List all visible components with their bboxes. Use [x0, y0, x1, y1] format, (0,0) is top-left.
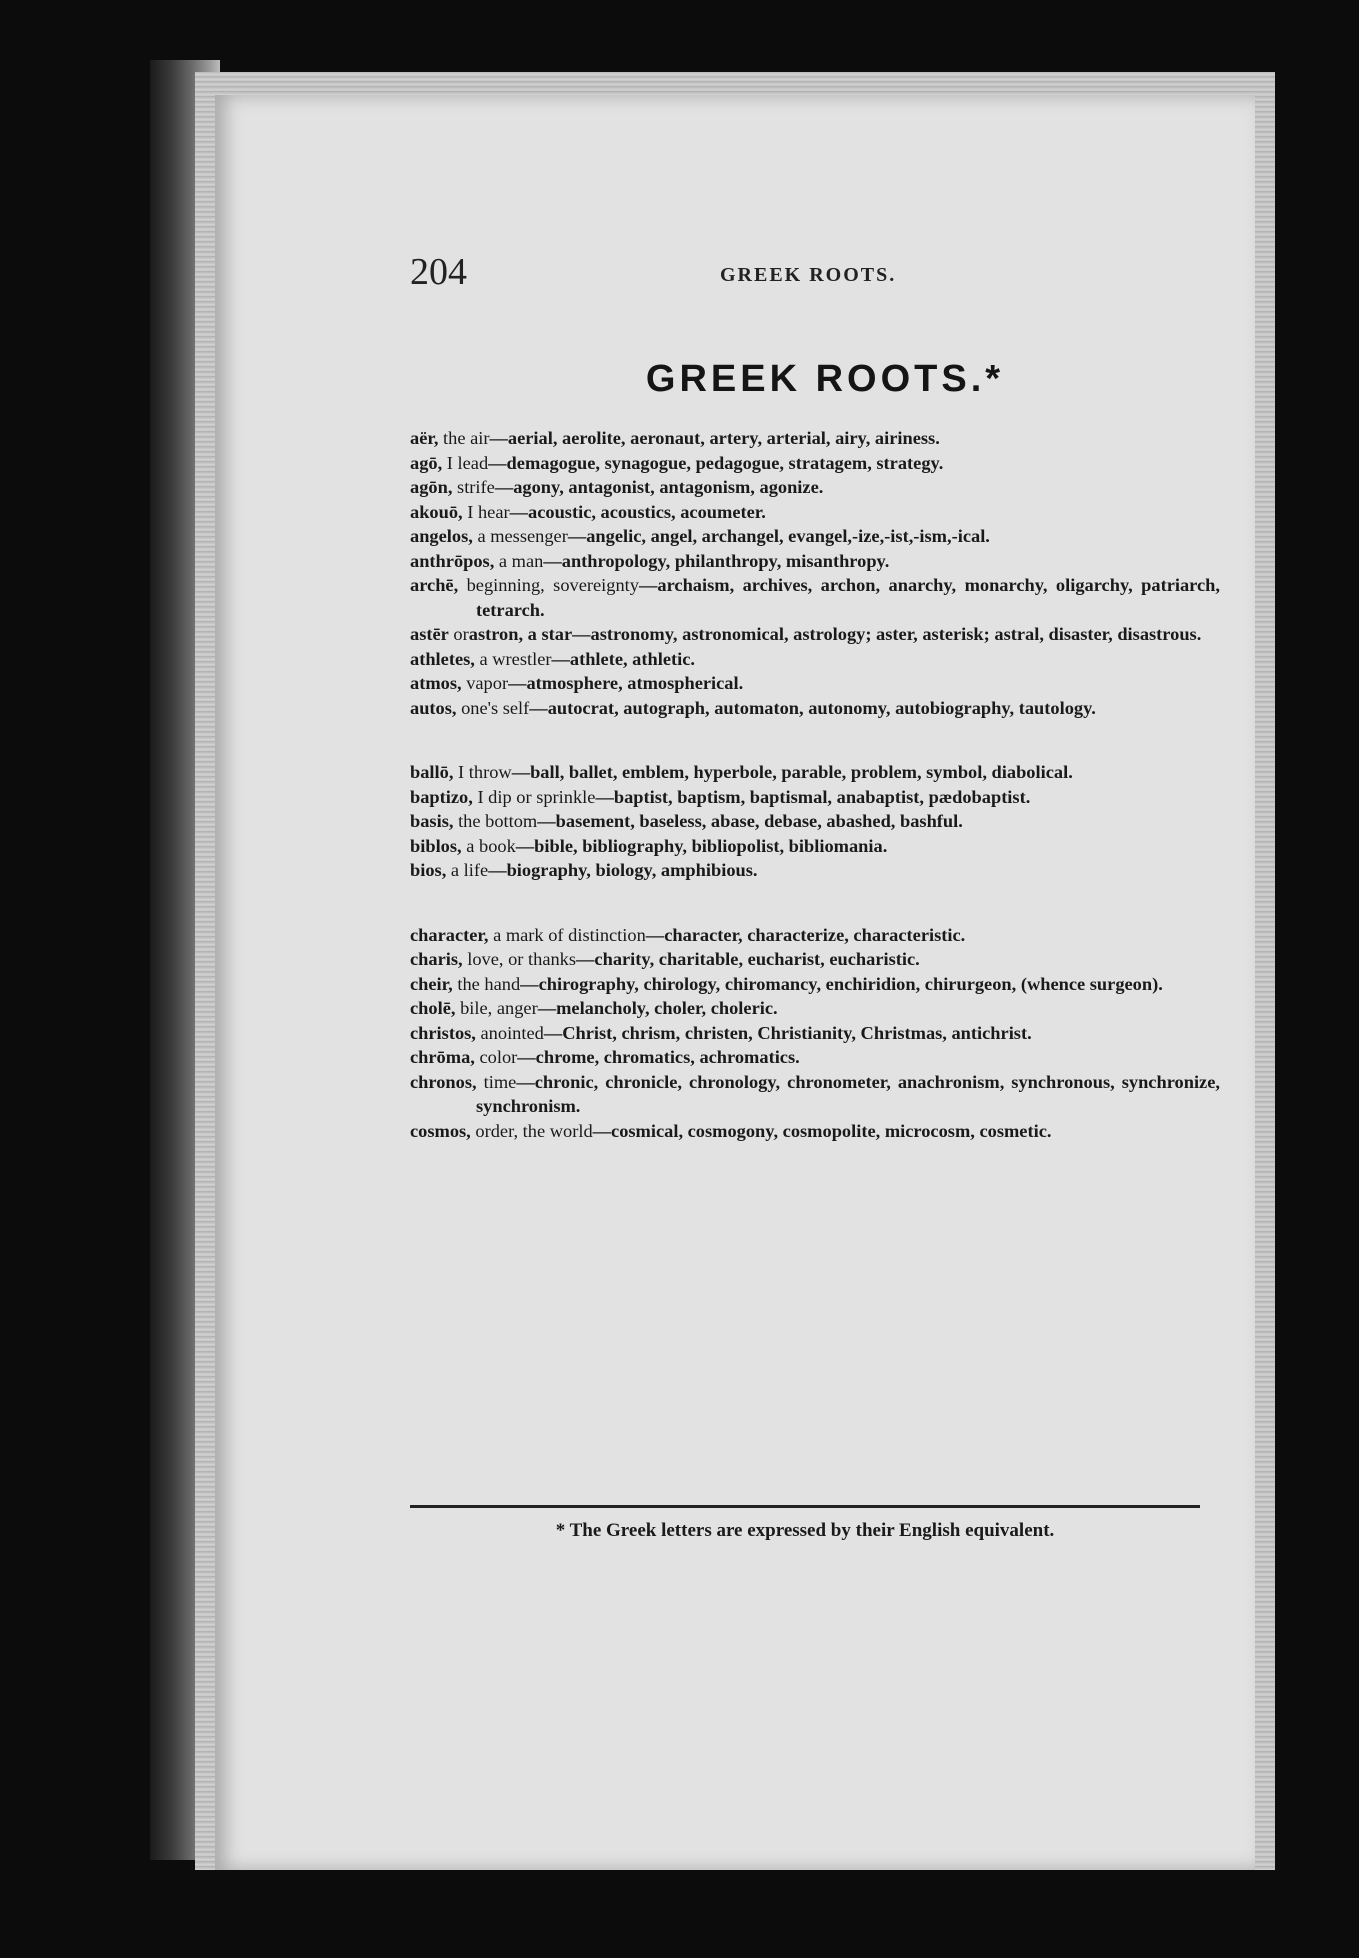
dictionary-entry	[410, 923, 1220, 948]
dictionary-entry	[410, 451, 1220, 476]
entry-root: chrōma,	[410, 1047, 475, 1067]
entry-derivatives: —Christ, chrism, christen, Christianity, Christmas, antichrist.	[543, 1022, 1032, 1043]
entry-section	[410, 426, 1220, 720]
dictionary-entry	[410, 834, 1220, 859]
running-head	[410, 250, 1240, 293]
entry-root: autos,	[410, 697, 457, 718]
entry-root: basis,	[410, 811, 454, 831]
dictionary-entry	[410, 760, 1220, 785]
entry-root: cosmos,	[410, 1120, 471, 1141]
entry-gloss: the hand	[457, 973, 521, 994]
entry-derivatives: —basement, baseless, abase, debase, abashed, bashful.	[537, 811, 963, 831]
entry-derivatives: —archaism, archives, archon, anarchy, monarchy, oligarchy, patriarch, tetrarch.	[476, 575, 1220, 620]
entry-gloss: a life	[450, 860, 489, 880]
entry-gloss: I throw	[458, 762, 512, 782]
entry-root: astēr	[410, 624, 449, 644]
entry-derivatives: —demagogue, synagogue, pedagogue, stratagem, strategy.	[488, 452, 944, 473]
dictionary-entry	[410, 573, 1220, 622]
entry-root: agōn,	[410, 477, 453, 497]
entry-section	[410, 760, 1220, 883]
entry-derivatives: —atmosphere, atmospherical.	[508, 673, 744, 693]
entry-derivatives: —anthropology, philanthropy, misanthropy.	[543, 550, 890, 571]
entry-gloss: bile, anger	[460, 998, 538, 1018]
entry-derivatives: —melancholy, choler, choleric.	[537, 998, 778, 1018]
entry-root: christos,	[410, 1022, 476, 1043]
dictionary-entry	[410, 671, 1220, 696]
entry-gloss: color	[479, 1047, 518, 1067]
entry-gloss: a wrestler	[479, 648, 552, 669]
entry-gloss: order, the world	[475, 1120, 593, 1141]
entry-derivatives: astron, a star—astronomy, astronomical, astrology; aster, asterisk; astral, disaster, disastrous.	[468, 624, 1202, 644]
dictionary-entry	[410, 1045, 1220, 1070]
entry-derivatives: —baptist, baptism, baptismal, anabaptist, pædobaptist.	[595, 786, 1031, 807]
page-number: 204	[410, 251, 467, 293]
entry-gloss: love, or thanks	[467, 949, 577, 969]
dictionary-entry	[410, 549, 1220, 574]
dictionary-entry	[410, 947, 1220, 972]
entry-gloss: I lead	[446, 452, 489, 473]
entry-derivatives: —aerial, aerolite, aeronaut, artery, arterial, airy, airiness.	[489, 428, 940, 448]
footnote: * The Greek letters are expressed by their English equivalent.	[555, 1520, 1055, 1541]
entry-root: biblos,	[410, 835, 462, 856]
entry-derivatives: —ball, ballet, emblem, hyperbole, parable, problem, symbol, diabolical.	[511, 762, 1073, 782]
entry-derivatives: —athlete, athletic.	[551, 648, 695, 669]
entry-root: cholē,	[410, 998, 456, 1018]
entry-gloss: anointed	[480, 1022, 544, 1043]
entry-derivatives: —charity, charitable, eucharist, eucharistic.	[576, 949, 920, 969]
entry-root: chronos,	[410, 1071, 477, 1092]
entry-gloss: the air	[443, 428, 490, 448]
entry-root: bios,	[410, 860, 447, 880]
page-title: GREEK ROOTS.*	[645, 358, 1005, 400]
entry-derivatives: —autocrat, autograph, automaton, autonomy, autobiography, tautology.	[529, 697, 1096, 718]
dictionary-entry	[410, 972, 1220, 997]
entry-root: atmos,	[410, 673, 462, 693]
entry-derivatives: —agony, antagonist, antagonism, agonize.	[494, 477, 824, 497]
entry-gloss: a mark of distinction	[493, 924, 646, 945]
footnote-rule	[410, 1505, 1200, 1508]
dictionary-entry	[410, 647, 1220, 672]
dictionary-entry	[410, 858, 1220, 883]
entry-gloss: I dip or sprinkle	[477, 786, 596, 807]
entry-derivatives: —cosmical, cosmogony, cosmopolite, microcosm, cosmetic.	[592, 1120, 1052, 1141]
entry-gloss: vapor	[466, 673, 509, 693]
entry-root: athletes,	[410, 648, 475, 669]
entry-gloss: beginning, sovereignty	[466, 575, 639, 595]
entry-derivatives: —bible, bibliography, bibliopolist, bibliomania.	[515, 835, 888, 856]
entry-gloss: a book	[466, 835, 516, 856]
entry-gloss: strife	[457, 477, 495, 497]
dictionary-entry	[410, 475, 1220, 500]
entry-derivatives: —acoustic, acoustics, acoumeter.	[509, 501, 766, 522]
entry-derivatives: —biography, biology, amphibious.	[488, 860, 758, 880]
entry-derivatives: —chrome, chromatics, achromatics.	[517, 1047, 800, 1067]
dictionary-entry	[410, 785, 1220, 810]
entry-gloss: one's self	[461, 697, 530, 718]
entry-gloss: a man	[498, 550, 544, 571]
entry-root: baptizo,	[410, 786, 473, 807]
dictionary-entry	[410, 1021, 1220, 1046]
entry-root: charis,	[410, 949, 463, 969]
entry-root: akouō,	[410, 501, 463, 522]
dictionary-entry	[410, 426, 1220, 451]
entry-root: character,	[410, 924, 489, 945]
dictionary-entry	[410, 1070, 1220, 1119]
entry-derivatives: —chirography, chirology, chiromancy, enchiridion, chirurgeon, (whence surgeon).	[520, 973, 1163, 994]
entry-root: anthrōpos,	[410, 550, 495, 571]
dictionary-entry	[410, 622, 1220, 647]
dictionary-entry	[410, 996, 1220, 1021]
dictionary-entry	[410, 809, 1220, 834]
entry-root: aër,	[410, 428, 439, 448]
dictionary-entry	[410, 696, 1220, 721]
entry-root: ballō,	[410, 762, 454, 782]
entry-section	[410, 923, 1220, 1144]
entry-root: angelos,	[410, 526, 473, 546]
entry-gloss: time	[483, 1071, 517, 1092]
dictionary-entry	[410, 500, 1220, 525]
entry-root: archē,	[410, 575, 459, 595]
entry-derivatives: —chronic, chronicle, chronology, chronometer, anachronism, synchronous, synchronize, synchronism.	[476, 1071, 1220, 1116]
entry-gloss: a messenger	[477, 526, 568, 546]
entry-root: cheir,	[410, 973, 453, 994]
entry-gloss: I hear	[467, 501, 510, 522]
entry-root: agō,	[410, 452, 443, 473]
dictionary-entry	[410, 524, 1220, 549]
entry-derivatives: —angelic, angel, archangel, evangel,-ize,-ist,-ism,-ical.	[567, 526, 990, 546]
entry-gloss: or	[453, 624, 469, 644]
root-entries	[410, 426, 1220, 1143]
running-title: GREEK ROOTS.	[720, 264, 897, 286]
entry-gloss: the bottom	[458, 811, 538, 831]
dictionary-entry	[410, 1119, 1220, 1144]
entry-derivatives: —character, characterize, characteristic.	[645, 924, 966, 945]
